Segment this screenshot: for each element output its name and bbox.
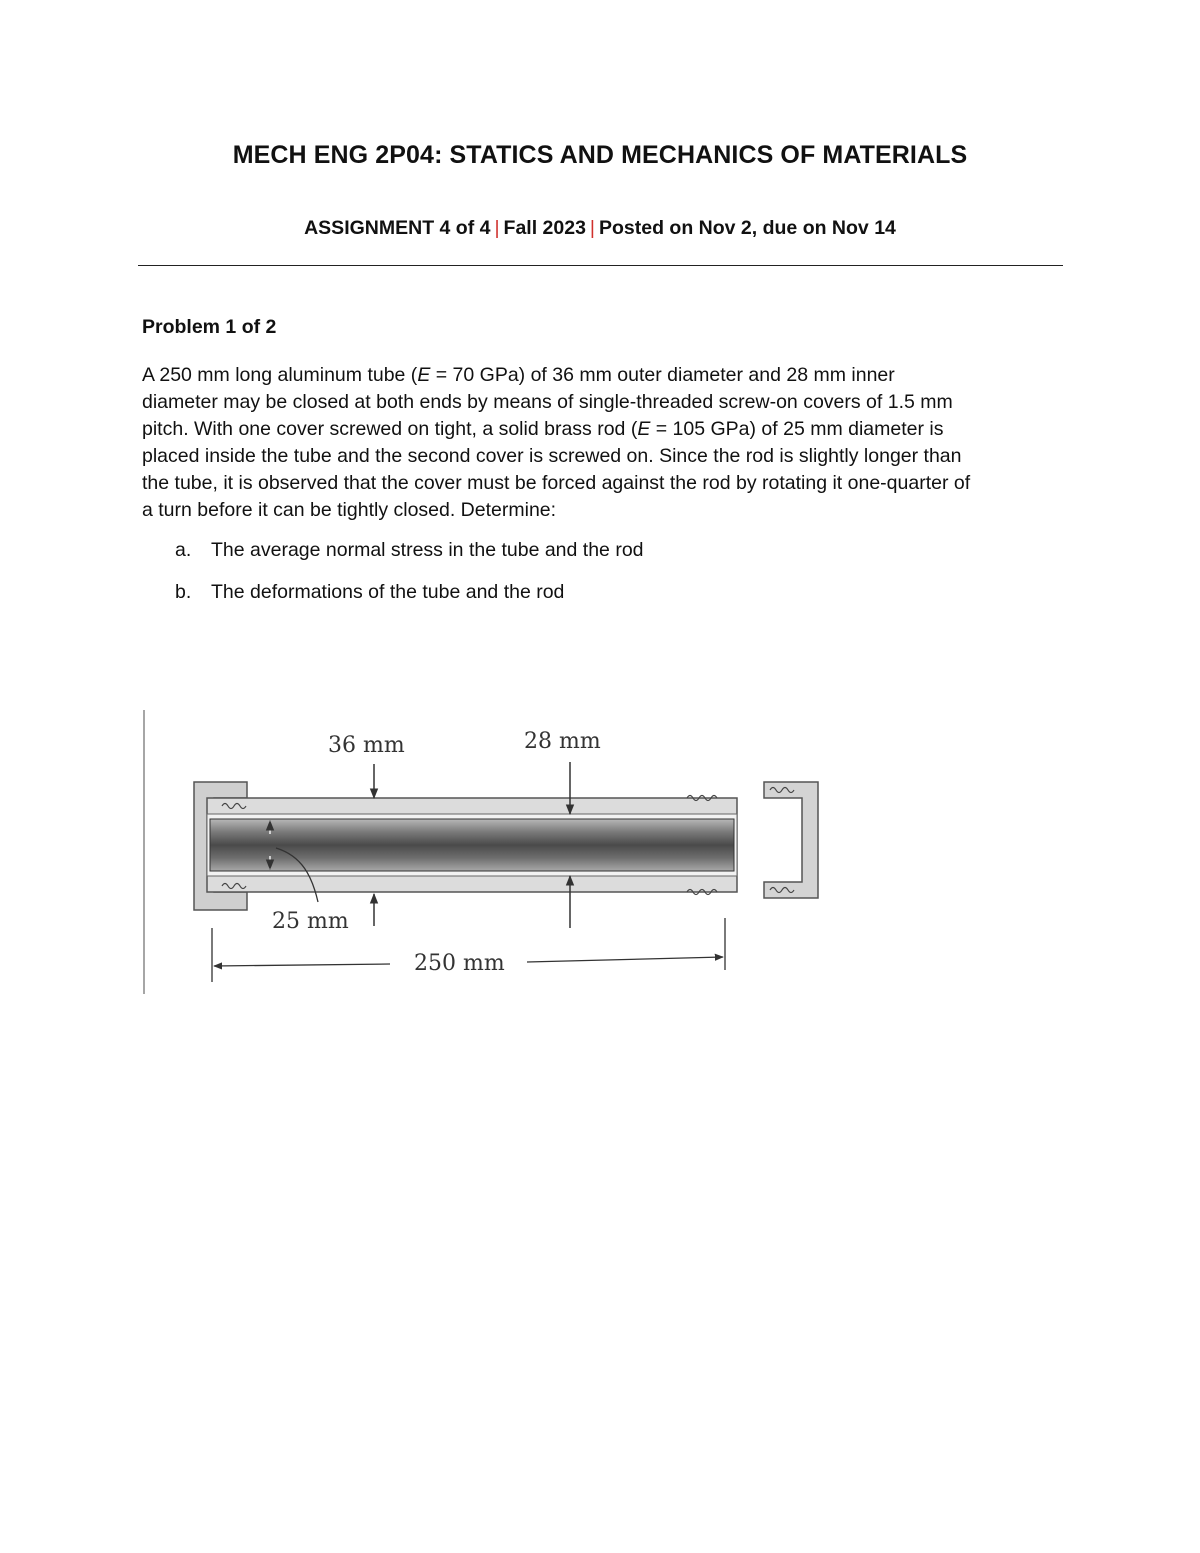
- statement-line: pitch. With one cover screwed on tight, a solid brass rod (E = 105 GPa) of 25 mm diameter is: [142, 418, 944, 440]
- brass-rod: [210, 819, 734, 871]
- assignment-subtitle: [0, 217, 1200, 240]
- part-marker: b.: [175, 581, 192, 603]
- right-cover: [764, 782, 818, 898]
- part-text: The deformations of the tube and the rod: [211, 581, 565, 603]
- label-length: 250 mm: [414, 951, 505, 976]
- label-outer-diameter: 36 mm: [328, 733, 405, 758]
- part-marker: a.: [175, 539, 192, 561]
- label-rod-diameter: 25 mm: [272, 909, 349, 934]
- length-arrow-right: [527, 957, 723, 962]
- page-title: MECH ENG 2P04: STATICS AND MECHANICS OF MATERIALS: [232, 141, 968, 169]
- statement-line: placed inside the tube and the second cover is screwed on. Since the rod is slightly longer than: [142, 445, 962, 467]
- statement-line: diameter may be closed at both ends by means of single-threaded screw-on covers of 1.5 mm: [142, 391, 953, 413]
- separator: |: [494, 217, 500, 239]
- length-arrow-left: [214, 964, 390, 966]
- problem-heading: Problem 1 of 2: [142, 316, 277, 338]
- label-inner-diameter: 28 mm: [524, 729, 601, 754]
- separator: |: [589, 217, 595, 239]
- problem-statement: [142, 362, 1067, 524]
- statement-line: a turn before it can be tightly closed. Determine:: [142, 499, 557, 521]
- tube-rod-diagram: [142, 706, 842, 996]
- statement-line: the tube, it is observed that the cover must be forced against the rod by rotating it one-quarter of: [142, 472, 971, 494]
- horizontal-rule: [138, 265, 1063, 266]
- part-text: The average normal stress in the tube and the rod: [211, 539, 644, 561]
- term: Fall 2023: [503, 217, 586, 239]
- statement-line: A 250 mm long aluminum tube (E = 70 GPa) of 36 mm outer diameter and 28 mm inner: [142, 364, 895, 386]
- dates: Posted on Nov 2, due on Nov 14: [599, 217, 896, 239]
- assignment-number: ASSIGNMENT 4 of 4: [304, 217, 491, 239]
